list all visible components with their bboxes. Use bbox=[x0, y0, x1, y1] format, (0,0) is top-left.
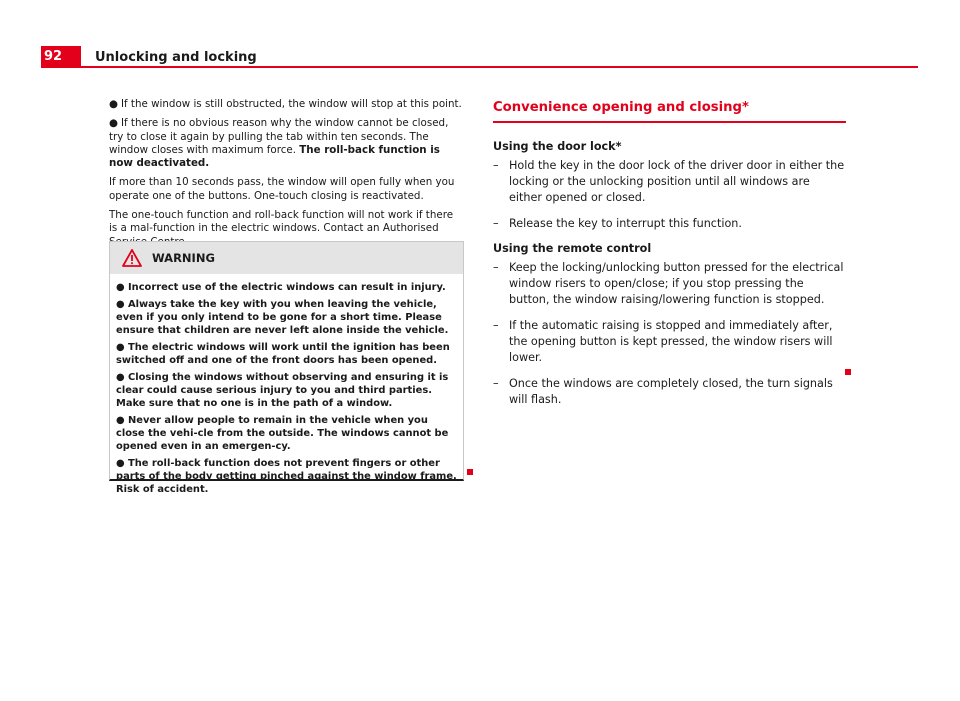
header-divider bbox=[41, 66, 918, 68]
section-divider bbox=[493, 121, 846, 123]
list-item: ● Incorrect use of the electric windows can result in injury. bbox=[116, 282, 446, 293]
page-title: Unlocking and locking bbox=[95, 50, 257, 65]
page-number: 92 bbox=[41, 46, 81, 68]
list-item: – Keep the locking/unlocking button pressed for the electrical window risers to open/close; if you stop pressing the button, the window raising/lowering function is stopped. bbox=[493, 260, 844, 306]
right-column bbox=[493, 98, 845, 408]
list-item: ● The roll-back function does not prevent fingers or other parts of the body getting pinched against the window frame. Risk of accident. bbox=[116, 458, 457, 495]
list-item: – Once the windows are completely closed, the turn signals will flash. bbox=[493, 376, 833, 406]
deactivated-note: The roll-back function is now deactivated. bbox=[109, 143, 440, 170]
list-item: – Release the key to interrupt this function. bbox=[493, 216, 742, 230]
list-item: ● The electric windows will work until the ignition has been switched off and one of the front doors has been opened. bbox=[116, 342, 450, 366]
list-item: ● Always take the key with you when leaving the vehicle, even if you only intend to be gone for a short time. Please ensure that children are never left alone inside the vehicle. bbox=[116, 299, 449, 336]
warning-title: WARNING bbox=[152, 251, 215, 265]
list-item: ● Never allow people to remain in the vehicle when you close the vehi-cle from the outside. The windows cannot be opened even in an emergen-cy. bbox=[116, 415, 449, 452]
section-title: Convenience opening and closing* bbox=[493, 100, 749, 115]
warning-body bbox=[110, 274, 463, 496]
left-column bbox=[109, 98, 464, 255]
warning-triangle-icon bbox=[122, 249, 142, 267]
list-item: ● Closing the windows without observing and ensuring it is clear could cause serious injury to you and third parties. Make sure that no one is in the path of a window. bbox=[116, 372, 449, 409]
section-end-mark bbox=[845, 369, 851, 375]
paragraph: The one-touch function and roll-back function will not work if there is a mal-function in the electric windows. Contact an Authorised bbox=[109, 209, 454, 235]
list-item: ● If there is no obvious reason why the window cannot be closed, try to close it again by pulling the tab within ten seconds. The window closes with maximum force. The roll-back function is now deactivated. bbox=[109, 117, 449, 170]
paragraph: If more than 10 seconds pass, the window will open fully when you operate one of the buttons. One-touch closing is reactivated. bbox=[109, 176, 455, 202]
warning-box bbox=[109, 241, 464, 495]
warning-header bbox=[110, 242, 463, 274]
list-item: – If the automatic raising is stopped and immediately after, the opening button is kept pressed, the window risers will lower. bbox=[493, 318, 833, 364]
door-lock-heading: Using the door lock* bbox=[493, 139, 622, 153]
remote-control-heading: Using the remote control bbox=[493, 241, 652, 255]
section-end-mark bbox=[467, 469, 473, 475]
list-item: ● If the window is still obstructed, the window will stop at this point. bbox=[109, 98, 462, 110]
list-item: – Hold the key in the door lock of the driver door in either the locking or the unlocking position until all windows are either opened or closed. bbox=[493, 158, 845, 204]
